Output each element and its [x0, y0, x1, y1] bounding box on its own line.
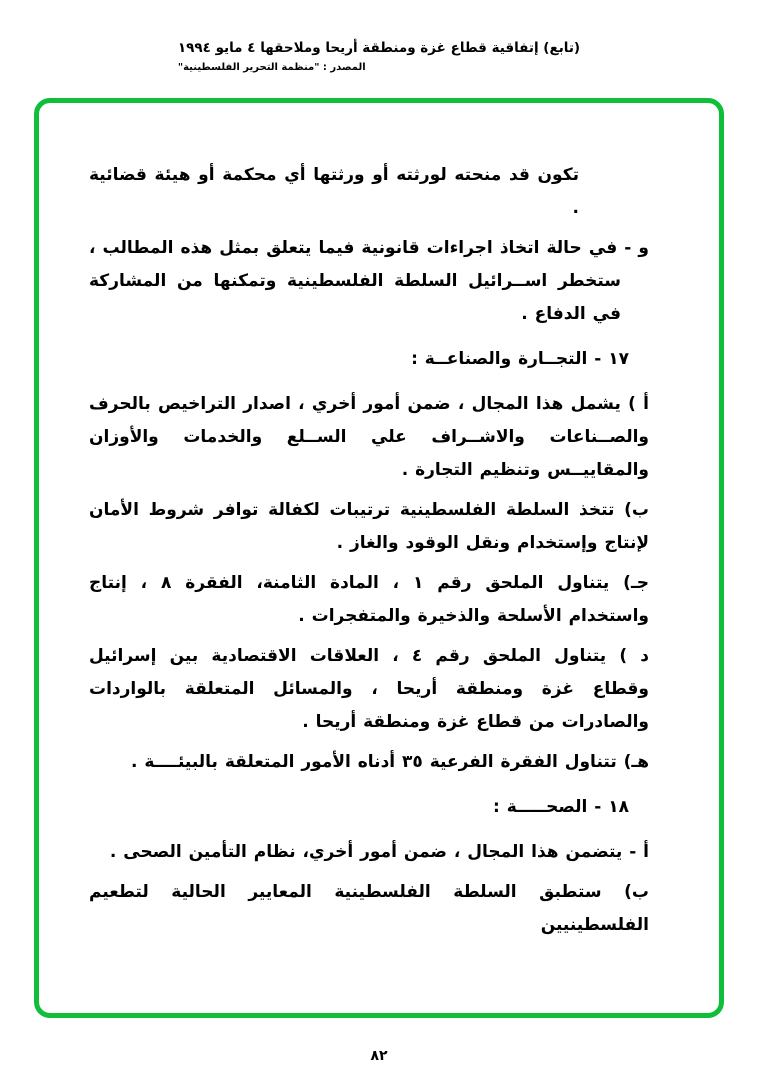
item-b-vaccination-standards: ب) ستطبق السلطة الفلسطينية المعايير الحالية لتطعيم الفلسطينيين	[89, 882, 649, 935]
paragraph-continuation: تكون قد منحته لورثته أو ورثتها أي محكمة أو هيئة قضائية .	[89, 165, 579, 218]
item-d-annex4-economic-relations: د ) يتناول الملحق رقم ٤ ، العلاقات الاقتصادية بين إسرائيل وقطاع غزة ومنطقة أريحا ، والمسائل المتعلقة بالواردات والصادرات من قطاع غزة ومنطقة أريحا .	[89, 646, 649, 732]
item-e-environment: هـ) تتناول الفقرة الفرعية ٣٥ أدناه الأمور المتعلقة بالبيئــــة .	[131, 752, 649, 772]
heading-trade-and-industry: ١٧ - التجــارة والصناعــة :	[411, 349, 629, 369]
header-block	[178, 40, 580, 73]
page-number: ٨٢	[370, 1048, 388, 1064]
item-c-annex1-weapons: جـ) يتناول الملحق رقم ١ ، المادة الثامنة، الفقرة ٨ ، إنتاج واستخدام الأسلحة والذخيرة والمتفجرات .	[89, 573, 650, 626]
document-title: (تابع) إتفاقية قطاع غزة ومنطقة أريحا وملاحقها ٤ مايو ١٩٩٤	[177, 40, 581, 56]
page-footer	[0, 1048, 758, 1064]
item-a-licensing-crafts: أ ) يشمل هذا المجال ، ضمن أمور أخري ، اصدار التراخيص بالحرف والصــناعات والاشــراف علي الســلع والخدمات والأوزان والمقاييــس وتنظيم التجارة .	[89, 394, 649, 480]
item-a-health-insurance: أ - يتضمن هذا المجال ، ضمن أمور أخري، نظام التأمين الصحى .	[109, 842, 649, 862]
document-frame	[34, 98, 724, 1018]
page-header	[0, 0, 758, 74]
paragraph-legal-proceedings: و - في حالة اتخاذ اجراءات قانونية فيما يتعلق بمثل هذه المطالب ، ستخطر اســرائيل السلطة الفلسطينية وتمكنها من المشاركة في الدفاع .	[89, 238, 649, 324]
item-b-fuel-gas-safety: ب) تتخذ السلطة الفلسطينية ترتيبات لكفالة توافر شروط الأمان لإنتاج وإستخدام ونقل الوقود والغاز .	[89, 500, 649, 553]
document-source: المصدر : "منظمة التحرير الفلسطينية"	[177, 62, 366, 73]
heading-health: ١٨ - الصحـــــة :	[493, 797, 629, 817]
